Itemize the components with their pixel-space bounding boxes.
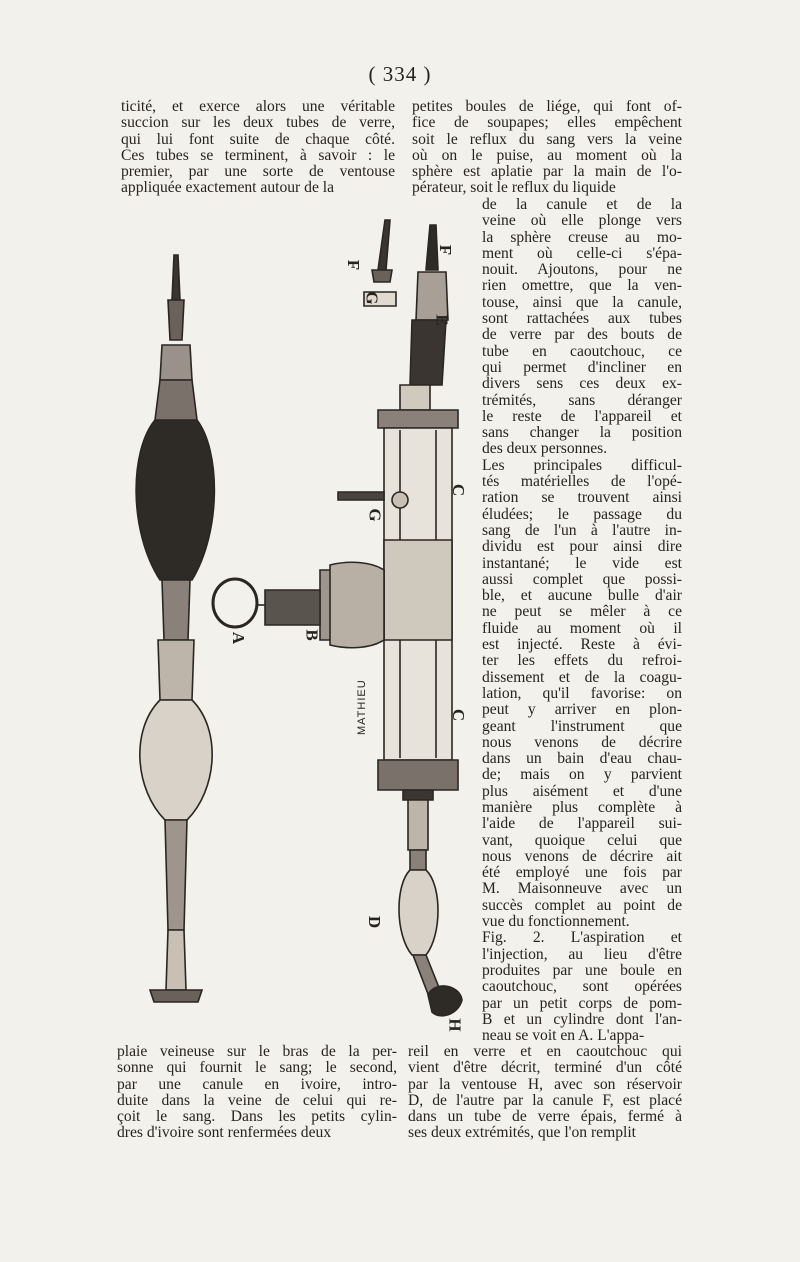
right-narrow-line: par un petit corps de pom- <box>482 995 682 1012</box>
right-narrow-line: l'aide de l'appareil sui- <box>482 816 682 833</box>
maker-inscription: MATHIEU <box>356 679 368 735</box>
left-top-line: succion sur les deux tubes de verre, <box>121 115 395 132</box>
right-narrow-line: sans changer la position <box>482 425 682 442</box>
right-narrow-line: ble, et aucune bulle d'air <box>482 588 682 605</box>
left-bottom-line: çoit le sang. Dans les petits cylin- <box>117 1109 397 1126</box>
left-bottom-line: dres d'ivoire sont renfermées deux <box>117 1125 332 1142</box>
right-narrow-line: la sphère creuse au mo- <box>482 229 682 246</box>
right-narrow-line: tube en caoutchouc, ce <box>482 343 682 360</box>
right-narrow-line: peut y arriver en plon- <box>482 702 682 719</box>
right-narrow-line: lation, qu'il favorise: on <box>482 685 682 702</box>
right-narrow-line: M. Maisonneuve avec un <box>482 881 682 898</box>
right-narrow-line: été employé une fois par <box>482 865 682 882</box>
figure-label-c-upper: C <box>449 483 469 497</box>
reservoir-and-cup-illustration <box>399 800 462 1016</box>
right-narrow-line: dividu est pour ainsi dire <box>482 539 682 556</box>
right-narrow-line: l'injection, au lieu d'être <box>482 946 682 963</box>
right-top-line: pérateur, soit le reflux du liquide <box>412 180 616 197</box>
right-narrow-line: rien omettre, que la ven- <box>482 278 682 295</box>
figure-label-e: E <box>432 314 452 326</box>
right-narrow-line: veine où elle plonge vers <box>482 213 682 230</box>
page-number: ( 334 ) <box>368 62 432 86</box>
right-bottom-line: dans un tube de verre épais, fermé à <box>408 1109 682 1126</box>
figure-label-d: D <box>365 915 385 929</box>
right-narrow-line: sont rattachées aux tubes <box>482 311 682 328</box>
right-bottom-line: D, de l'autre par la canule F, est placé <box>408 1092 682 1109</box>
figure-label-f: F <box>344 259 364 271</box>
right-narrow-line: nouit. Ajoutons, pour ne <box>482 262 682 279</box>
right-bottom-line: vient d'être décrit, terminé d'un côté <box>408 1060 682 1077</box>
right-narrow-line: dissement et de la coagu- <box>482 669 682 686</box>
right-top-line: où on le puise, au moment où la <box>412 147 682 164</box>
right-narrow-line: vant, quoique celui que <box>482 832 682 849</box>
right-narrow-line: Fig. 2. L'aspiration et <box>482 930 682 947</box>
right-narrow-line: aussi complet que possi- <box>482 571 682 588</box>
right-top-line: soit le reflux du sang vers la veine <box>412 131 682 148</box>
right-top-line: petites boules de liége, qui font of- <box>412 99 682 115</box>
right-narrow-line: ter les effets du refroi- <box>482 653 682 670</box>
left-top-line: Ces tubes se terminent, à savoir : le <box>121 147 395 164</box>
right-narrow-line: de verre par des bouts de <box>482 327 682 344</box>
right-narrow-line: B et un cylindre dont l'an- <box>482 1011 682 1028</box>
bulb-syringe-illustration <box>136 255 214 1002</box>
right-narrow-line: le reste de l'appareil et <box>482 408 682 425</box>
right-top-line: fice de soupapes; elles empêchent <box>412 115 682 132</box>
right-top-line: sphère est aplatie par la main de l'o- <box>412 164 682 181</box>
right-narrow-line: vue du fonctionnement. <box>482 914 630 931</box>
figure-label-c-lower: C <box>449 708 469 722</box>
right-bottom-line: reil en verre et en caoutchouc qui <box>408 1044 682 1060</box>
left-bottom-line: plaie veineuse sur le bras de la per- <box>117 1044 397 1060</box>
right-narrow-line: divers sens ces deux ex- <box>482 376 682 393</box>
right-narrow-line: tés matérielles de l'opé- <box>482 474 682 491</box>
left-top-line: ticité, et exerce alors une véritable <box>121 99 395 115</box>
right-narrow-line: instantané; le vide est <box>482 555 682 572</box>
left-bottom-line: par une canule en ivoire, intro- <box>117 1076 397 1093</box>
figure-label-h: H <box>445 1018 465 1032</box>
right-narrow-line: nous venons de décrire <box>482 734 682 751</box>
right-narrow-line: dans un bain d'eau chau- <box>482 751 682 768</box>
right-narrow-line: caoutchouc, sont opérées <box>482 979 682 996</box>
right-narrow-line: de; mais on y parvient <box>482 767 682 784</box>
right-narrow-line: produites par une boule en <box>482 962 682 979</box>
right-narrow-line: des deux personnes. <box>482 441 608 458</box>
right-narrow-line: plus aisément et d'une <box>482 783 682 800</box>
right-narrow-line: succès complet au point de <box>482 897 682 914</box>
figure-label-b: B <box>302 629 322 641</box>
left-top-line: qui lui font suite de chaque côté. <box>121 131 395 148</box>
right-narrow-line: ment où celle-ci s'épa- <box>482 245 682 262</box>
right-narrow-line: fluide au moment où il <box>482 620 682 637</box>
right-narrow-line: éludées; le passage du <box>482 506 682 523</box>
figure-label-f-right: F <box>436 244 456 256</box>
right-narrow-line: Les principales difficul- <box>482 457 682 474</box>
right-narrow-line: ne peut se mêler à ce <box>482 604 682 621</box>
right-bottom-line: ses deux extrémités, que l'on remplit <box>408 1125 636 1142</box>
right-narrow-line: sang de l'un à l'autre in- <box>482 522 682 539</box>
right-bottom-line: par la ventouse H, avec son réservoir <box>408 1076 682 1093</box>
right-narrow-line: manière plus complète à <box>482 799 682 816</box>
right-narrow-line: de la canule et de la <box>482 197 682 213</box>
left-bottom-line: duite dans la veine de celui qui re- <box>117 1092 397 1109</box>
right-narrow-line: qui permet d'incliner en <box>482 359 682 376</box>
right-narrow-line: est injecté. Reste à évi- <box>482 637 682 654</box>
figure-label-g-side: G <box>365 508 385 522</box>
figure-label-g-top: G <box>362 291 382 305</box>
right-narrow-line: trémités, sans déranger <box>482 392 682 409</box>
glass-cylinder-illustration <box>213 385 458 800</box>
left-top-line: premier, par une sorte de ventouse <box>121 164 395 181</box>
right-narrow-line: nous venons de décrire ait <box>482 848 682 865</box>
right-narrow-line: neau se voit en A. L'appa- <box>482 1028 645 1045</box>
right-narrow-line: geant l'instrument que <box>482 718 682 735</box>
right-narrow-line: ration se trouvent ainsi <box>482 490 682 507</box>
figure-label-a: A <box>229 631 249 645</box>
left-top-line: appliquée exactement autour de la <box>121 180 335 197</box>
right-narrow-line: touse, ainsi que la canule, <box>482 294 682 311</box>
left-bottom-line: sonne qui fournit le sang; le second, <box>117 1060 397 1077</box>
